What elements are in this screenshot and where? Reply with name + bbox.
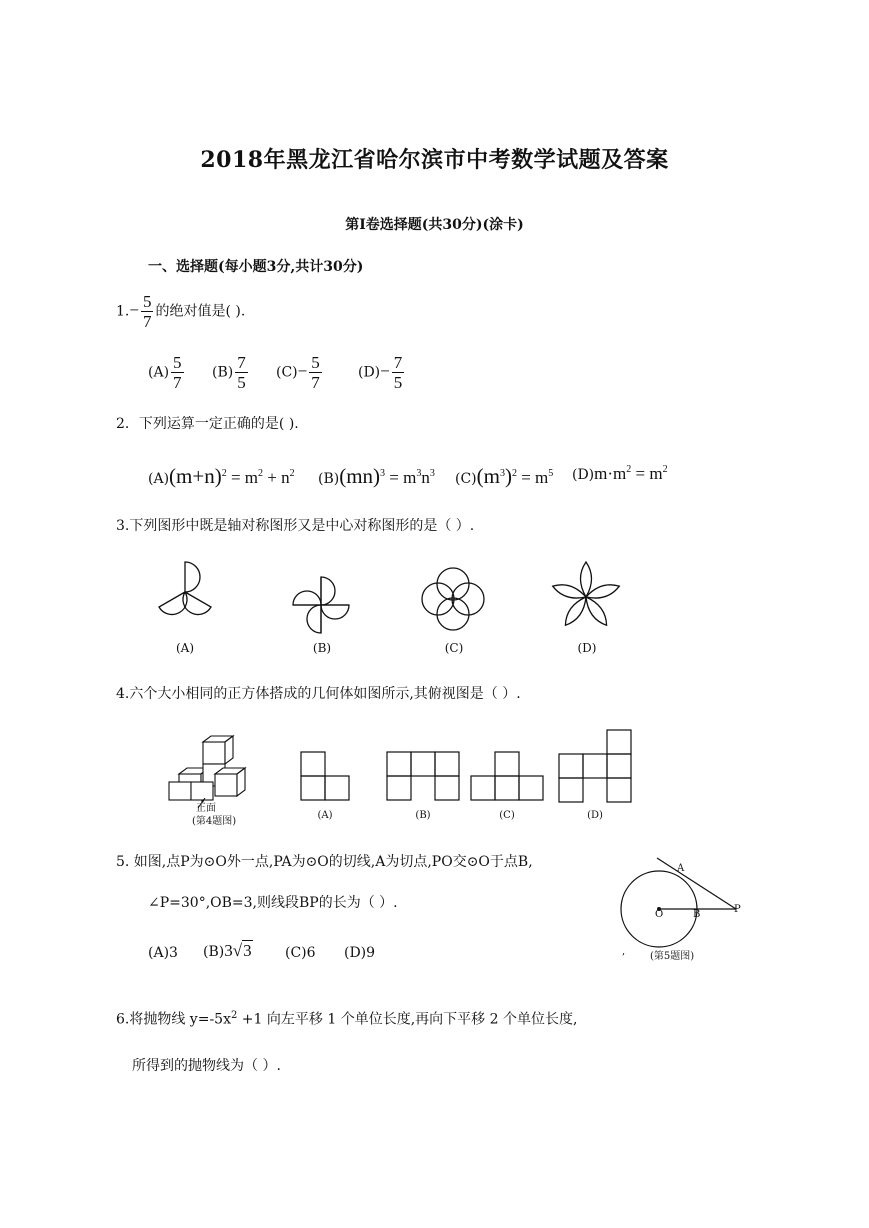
q5-point-a: A: [677, 863, 685, 874]
q1-option-fraction: [171, 353, 184, 392]
expr: = m: [631, 464, 663, 483]
q5-option-label: (B): [203, 944, 225, 960]
q3-label-d: (D): [577, 641, 597, 655]
q6-text-a: 6.将抛物线 y=-5x: [116, 1011, 231, 1028]
exp: 2: [221, 468, 227, 479]
exp: 2: [626, 464, 632, 475]
q5-option-b-expr: [224, 941, 252, 960]
q1-fraction: [141, 292, 154, 331]
blade-top: [185, 562, 200, 592]
q1-option-a[interactable]: [148, 353, 186, 392]
question-2: 2．下列运算一定正确的是( ).: [116, 416, 299, 432]
q1-denominator: 7: [142, 312, 152, 331]
expr: + n: [263, 468, 290, 487]
q4-option-c-view[interactable]: [470, 751, 544, 801]
exp: 2: [511, 468, 517, 479]
expr: (mn): [339, 464, 381, 488]
q2-expression: [476, 464, 554, 488]
q3-figure-c[interactable]: [418, 566, 488, 632]
expr: = m: [516, 468, 549, 487]
q2-option-b[interactable]: [318, 464, 435, 489]
q5-comma: ,: [622, 946, 626, 957]
expr: = m: [385, 468, 417, 487]
q2-expression: [169, 464, 295, 488]
denominator: 5: [237, 373, 246, 392]
numerator: 7: [393, 353, 403, 372]
q2-option-d[interactable]: [572, 464, 668, 484]
q4-label-a: (A): [317, 810, 333, 821]
q4-label-d: (D): [587, 810, 603, 821]
q2-option-label: (C): [455, 471, 477, 487]
q3-figure-b[interactable]: [285, 575, 357, 635]
q4-front-label: 正面: [196, 803, 216, 814]
denominator: 5: [393, 373, 403, 392]
blade-3: [307, 605, 321, 633]
q4-option-a-view[interactable]: [300, 751, 350, 801]
q5-option-a[interactable]: (A)3: [148, 945, 178, 961]
q1-option-label: (A): [148, 364, 170, 381]
q2-option-label: (B): [318, 471, 340, 487]
numerator: 7: [237, 353, 246, 372]
sign: −: [297, 361, 308, 381]
exp: 3: [429, 468, 435, 479]
q3-label-a: (A): [175, 641, 195, 655]
q1-option-fraction: [392, 353, 405, 392]
q5-point-p: P: [734, 904, 741, 915]
denominator: 7: [311, 373, 320, 392]
expr: (m+n): [169, 464, 222, 488]
exp: 2: [662, 464, 668, 475]
q1-option-label: (D): [358, 364, 381, 381]
q2-option-label: (A): [148, 471, 170, 487]
coefficient: 3: [224, 941, 233, 960]
denominator: 7: [173, 373, 182, 392]
q1-prefix: 1.: [116, 303, 130, 320]
exp: 2: [258, 468, 264, 479]
question-3: 3.下列图形中既是轴对称图形又是中心对称图形的是（ ）.: [116, 518, 475, 534]
q3-label-c: (C): [444, 641, 464, 655]
q1-option-d[interactable]: [358, 353, 406, 392]
expr: ): [504, 464, 512, 488]
question-6-line-1: [116, 1006, 577, 1030]
q4-label-b: (B): [415, 810, 431, 821]
q2-option-label: (D): [572, 467, 595, 483]
exp: 5: [548, 468, 554, 479]
q1-option-fraction: [309, 353, 322, 392]
q2-expression: [339, 464, 435, 488]
numerator: 5: [311, 353, 320, 372]
page-title: 2018年黑龙江省哈尔滨市中考数学试题及答案: [200, 147, 669, 173]
expr: m·m: [594, 464, 627, 483]
expr: = m: [226, 468, 259, 487]
q2-option-a[interactable]: [148, 464, 295, 489]
exp: 2: [289, 468, 295, 479]
q1-option-fraction: [235, 353, 248, 392]
q4-option-b-view[interactable]: [386, 751, 460, 801]
q5-option-b[interactable]: [203, 941, 253, 961]
q4-caption: (第4题图): [192, 816, 237, 827]
q4-option-d-view[interactable]: [558, 729, 632, 803]
q1-numerator: 5: [142, 292, 152, 311]
q5-option-d[interactable]: (D)9: [344, 945, 376, 961]
q4-label-c: (C): [499, 810, 515, 821]
q3-label-b: (B): [312, 641, 332, 655]
question-5-line-1: 5. 如图,点P为⊙O外一点,PA为⊙O的切线,A为切点,PO交⊙O于点B,: [116, 854, 533, 870]
question-5-line-2: ∠P=30°,OB=3,则线段BP的长为（ ）.: [148, 895, 398, 911]
q3-figure-a[interactable]: [150, 558, 220, 630]
numerator: 5: [173, 353, 182, 372]
q1-option-label: (B): [212, 364, 234, 381]
q5-point-b: B: [693, 909, 701, 920]
exp: 3: [380, 468, 386, 479]
q1-text: 的绝对值是( ).: [155, 303, 246, 320]
q3-figure-d[interactable]: [549, 560, 623, 634]
exp: 3: [416, 468, 422, 479]
q5-point-o: O: [655, 909, 664, 920]
q1-option-c[interactable]: [276, 353, 324, 392]
q5-caption: (第5题图): [650, 951, 695, 962]
question-1: [116, 292, 245, 331]
radicand: 3: [243, 941, 252, 960]
q2-expression: [594, 464, 667, 483]
question-4: 4.六个大小相同的正方体搭成的几何体如图所示,其俯视图是（ ）.: [116, 686, 521, 702]
q1-sign: −: [129, 300, 139, 320]
q1-option-b[interactable]: [212, 353, 250, 392]
q6-text-b: +1 向左平移 1 个单位长度,再向下平移 2 个单位长度,: [237, 1011, 578, 1028]
section-subtitle: 第Ⅰ卷选择题(共30分)(涂卡): [345, 217, 524, 233]
section-heading: 一、选择题(每小题3分,共计30分): [148, 259, 364, 275]
exp: 3: [499, 468, 505, 479]
sign: −: [380, 361, 390, 381]
expr: n: [421, 468, 430, 487]
blade-1: [321, 577, 335, 605]
q1-option-label: (C): [276, 364, 298, 381]
q2-option-c[interactable]: [455, 464, 553, 489]
q5-option-c[interactable]: (C)6: [285, 945, 316, 961]
blade-4: [293, 591, 321, 605]
radical: √3: [232, 941, 252, 960]
q6-exponent: 2: [230, 1010, 238, 1021]
question-6-line-2: 所得到的抛物线为（ ）.: [132, 1058, 281, 1074]
expr: (m: [476, 464, 500, 488]
blade-2: [321, 605, 349, 619]
